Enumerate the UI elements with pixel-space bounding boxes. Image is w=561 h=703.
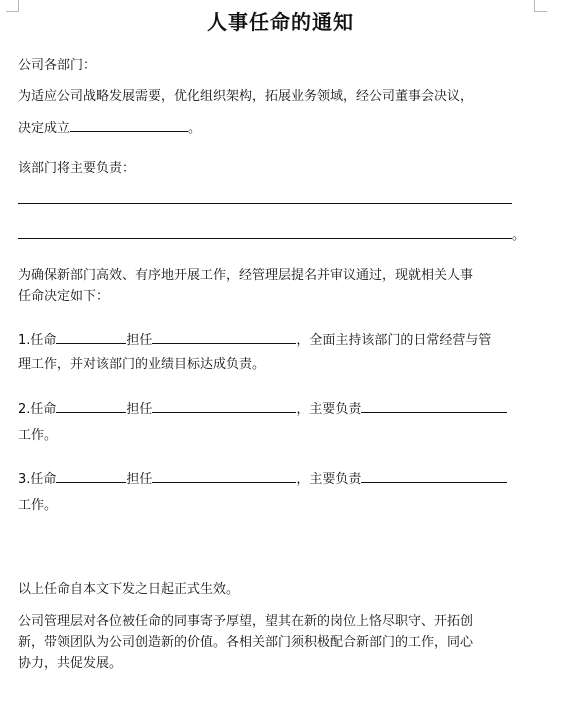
- appointment-2-position-blank: [152, 400, 296, 413]
- appointment-2-duty-blank: [361, 400, 507, 413]
- appointment-1-line-1: [18, 331, 491, 349]
- appointment-1-number: 1.任命: [18, 333, 57, 348]
- intro-line-1: 为适应公司战略发展需要，优化组织架构，拓展业务领域，经公司董事会决议，: [18, 89, 474, 104]
- intro-prefix: 决定成立: [18, 121, 71, 136]
- appointment-2-number: 2.任命: [18, 402, 57, 417]
- salutation: 公司各部门：: [18, 58, 97, 73]
- appointment-1-person-blank: [56, 331, 126, 344]
- effective-statement: 以上任命自本文下发之日起正式生效。: [18, 582, 240, 597]
- appointment-3-serve: 担任: [126, 472, 153, 487]
- intro-suffix: 。: [188, 121, 202, 136]
- appointment-2-line-1: [18, 400, 507, 418]
- appointment-3-line-1: [18, 470, 507, 488]
- appointment-3-position-blank: [152, 470, 296, 483]
- responsibility-blank-1: [18, 203, 512, 204]
- appointment-1-duty: ，全面主持该部门的日常经营与管: [296, 333, 492, 348]
- appointment-3-duty-blank: [361, 470, 507, 483]
- responsibility-end-mark: 。: [512, 228, 526, 243]
- closing-line-2: 新，带领团队为公司创造新的价值。各相关部门须积极配合新部门的工作，同心: [18, 635, 474, 650]
- appointment-3-person-blank: [56, 470, 126, 483]
- appointment-2-duty: ，主要负责: [296, 402, 362, 417]
- assurance-line-1: 为确保新部门高效、有序地开展工作，经管理层提名并审议通过，现就相关人事: [18, 268, 474, 283]
- assurance-line-2: 任命决定如下：: [18, 289, 110, 304]
- appointment-2-person-blank: [56, 400, 126, 413]
- appointment-2-line-2: 工作。: [18, 428, 58, 443]
- responsibility-blank-2: [18, 238, 512, 239]
- appointment-1-serve: 担任: [126, 333, 153, 348]
- appointment-1-position-blank: [152, 331, 296, 344]
- appointment-3-duty: ，主要负责: [296, 472, 362, 487]
- appointment-3-number: 3.任命: [18, 472, 57, 487]
- appointment-3-line-2: 工作。: [18, 498, 58, 513]
- department-name-blank: [70, 119, 188, 132]
- document-title: 人事任命的通知: [207, 10, 354, 34]
- closing-line-3: 协力，共促发展。: [18, 656, 123, 671]
- responsibility-label: 该部门将主要负责：: [18, 161, 136, 176]
- appointment-1-line-2: 理工作，并对该部门的业绩目标达成负责。: [18, 357, 266, 372]
- closing-line-1: 公司管理层对各位被任命的同事寄予厚望，望其在新的岗位上恪尽职守、开拓创: [18, 614, 474, 629]
- intro-line-2: [18, 119, 201, 137]
- appointment-2-serve: 担任: [126, 402, 153, 417]
